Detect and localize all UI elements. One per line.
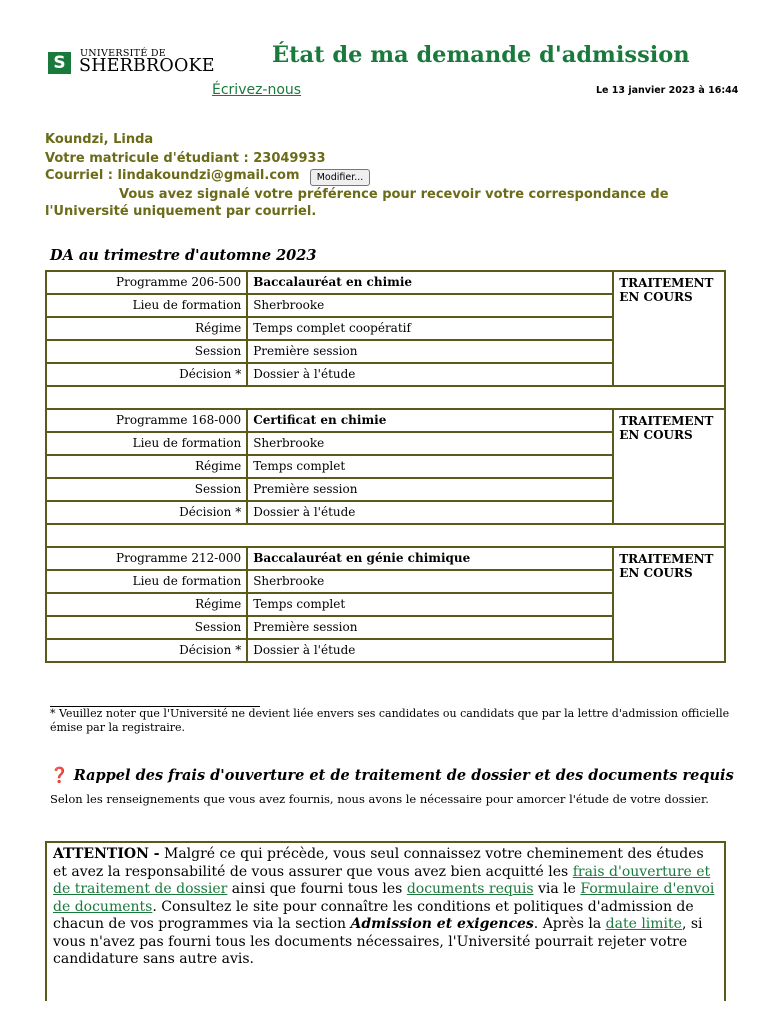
- admission-section-name: Admission et exigences: [350, 916, 534, 932]
- field-label: Lieu de formation: [46, 432, 247, 455]
- field-label: Décision *: [46, 363, 247, 386]
- fees-link[interactable]: frais d'ouverture et de traitement de dossier: [53, 863, 711, 897]
- student-matricule: Votre matricule d'étudiant : 23049933: [45, 151, 326, 166]
- program-code-label: Programme 168-000: [46, 409, 247, 432]
- field-value: Temps complet: [247, 593, 613, 616]
- field-label: Décision *: [46, 501, 247, 524]
- program-name: Baccalauréat en génie chimique: [247, 547, 613, 570]
- attention-text-part: . Après la: [533, 916, 606, 932]
- field-label: Session: [46, 616, 247, 639]
- field-value: Dossier à l'étude: [247, 363, 613, 386]
- status-badge: TRAITEMENT EN COURS: [613, 547, 725, 662]
- question-mark-icon: ❓: [50, 766, 69, 784]
- document-form-link[interactable]: Formulaire d'envoi de documents: [53, 881, 715, 915]
- field-label: Lieu de formation: [46, 570, 247, 593]
- attention-text-part: . Consultez le site pour connaître les conditions et politiques d'admission de chacun de vos programmes via la section: [53, 898, 694, 932]
- spacer-cell: [46, 524, 725, 547]
- deadline-link[interactable]: date limite: [605, 916, 682, 932]
- admission-table: [45, 270, 726, 663]
- field-label: Régime: [46, 455, 247, 478]
- table-row: [46, 271, 725, 294]
- attention-text-part: ainsi que fourni tous les: [227, 881, 407, 897]
- reminder-text: Selon les renseignements que vous avez fournis, nous avons le nécessaire pour amorcer l'étude de votre dossier.: [50, 792, 709, 806]
- attention-text-part: , si vous n'avez pas fourni tous les documents nécessaires, l'Université pourrait rejeter votre candidature sans autre avis.: [53, 916, 703, 967]
- contact-link[interactable]: Écrivez-nous: [212, 82, 302, 98]
- program-code-label: Programme 206-500: [46, 271, 247, 294]
- field-value: Sherbrooke: [247, 294, 613, 317]
- field-label: Session: [46, 340, 247, 363]
- footnote: * Veuillez noter que l'Université ne devient liée envers ses candidates ou candidats que par la lettre d'admission officielle émise par la registraire.: [50, 707, 730, 734]
- field-label: Régime: [46, 317, 247, 340]
- correspondence-preference: Vous avez signalé votre préférence pour recevoir votre correspondance de l'Université uniquement par courriel.: [45, 187, 669, 219]
- field-value: Dossier à l'étude: [247, 639, 613, 662]
- reminder-title-row: [50, 766, 734, 784]
- student-email: Courriel : lindakoundzi@gmail.com: [45, 168, 300, 183]
- field-value: Sherbrooke: [247, 432, 613, 455]
- logo-line2: SHERBROOKE: [79, 56, 215, 76]
- field-value: Première session: [247, 478, 613, 501]
- attention-text-part: Malgré ce qui précède, vous seul connaissez votre cheminement des études et avez la responsabilité de vous assurer que vous avez bien acquitté les: [53, 846, 704, 880]
- required-documents-link[interactable]: documents requis: [406, 881, 534, 897]
- field-label: Lieu de formation: [46, 294, 247, 317]
- table-row: [46, 409, 725, 432]
- student-name: Koundzi, Linda: [45, 132, 154, 147]
- field-label: Session: [46, 478, 247, 501]
- spacer-cell: [46, 386, 725, 409]
- page-title: État de ma demande d'admission: [272, 42, 690, 68]
- table-row: [46, 547, 725, 570]
- field-label: Régime: [46, 593, 247, 616]
- field-value: Sherbrooke: [247, 570, 613, 593]
- modify-email-button[interactable]: Modifier...: [310, 169, 370, 186]
- field-value: Première session: [247, 340, 613, 363]
- reminder-title: Rappel des frais d'ouverture et de traitement de dossier et des documents requis: [73, 767, 734, 784]
- attention-text-part: via le: [533, 881, 581, 897]
- field-value: Première session: [247, 616, 613, 639]
- attention-text: [53, 846, 721, 969]
- field-value: Dossier à l'étude: [247, 501, 613, 524]
- field-value: Temps complet coopératif: [247, 317, 613, 340]
- attention-lead: ATTENTION -: [53, 846, 160, 862]
- logo-line1: UNIVERSITÉ DE: [80, 48, 167, 59]
- section-title: DA au trimestre d'automne 2023: [50, 247, 317, 264]
- timestamp: Le 13 janvier 2023 à 16:44: [596, 85, 739, 96]
- logo-mark-icon: S: [48, 52, 71, 74]
- status-badge: TRAITEMENT EN COURS: [613, 271, 725, 386]
- table-spacer-row: [46, 524, 725, 547]
- table-spacer-row: [46, 386, 725, 409]
- program-code-label: Programme 212-000: [46, 547, 247, 570]
- university-logo: [46, 48, 214, 78]
- program-name: Baccalauréat en chimie: [247, 271, 613, 294]
- status-badge: TRAITEMENT EN COURS: [613, 409, 725, 524]
- field-value: Temps complet: [247, 455, 613, 478]
- field-label: Décision *: [46, 639, 247, 662]
- program-name: Certificat en chimie: [247, 409, 613, 432]
